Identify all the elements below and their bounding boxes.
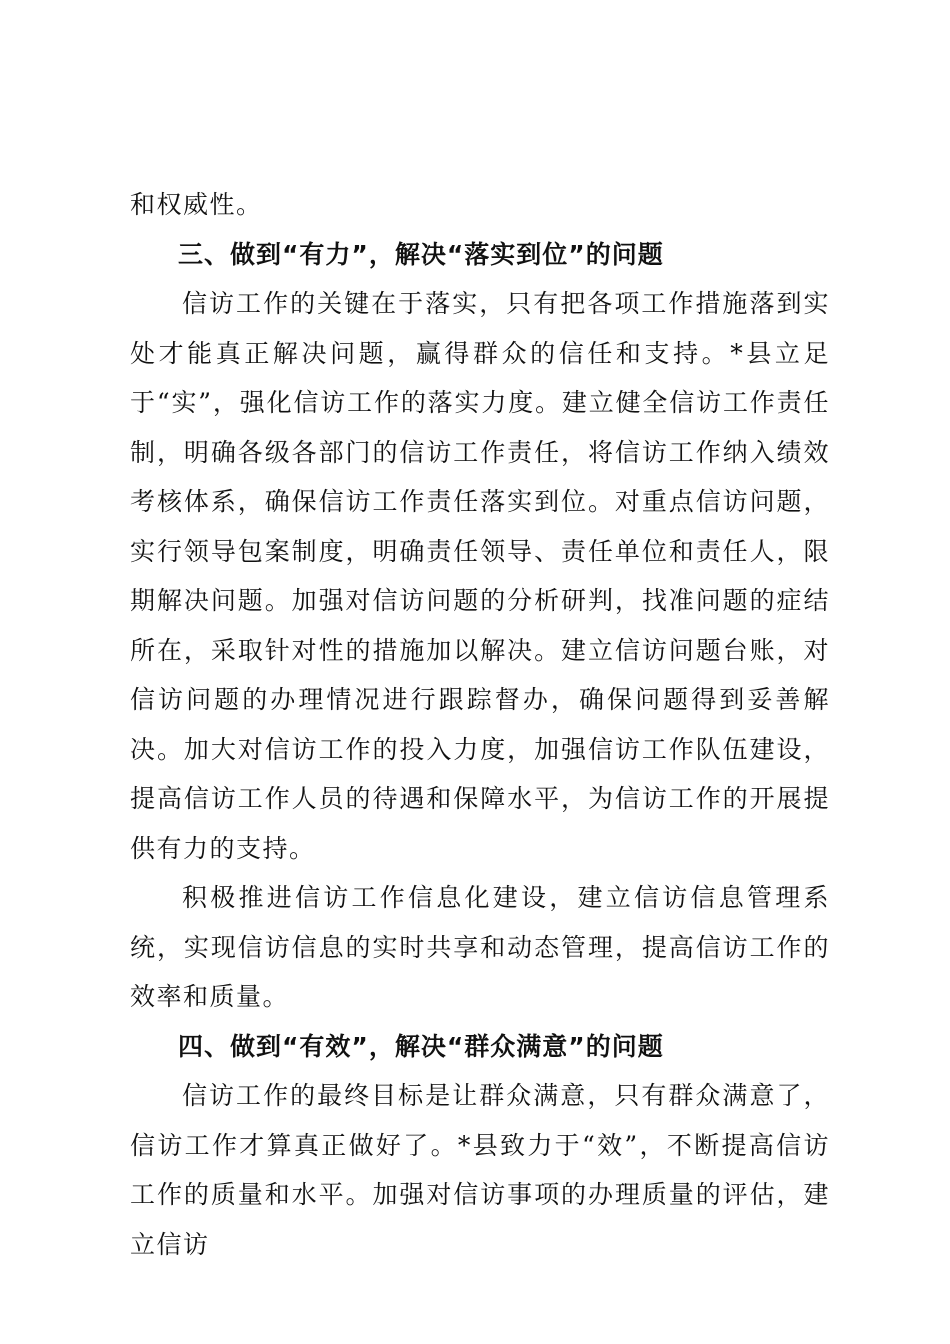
- paragraph-implementation: 信访工作的关键在于落实，只有把各项工作措施落到实处才能真正解决问题，赢得群众的信任和支持。*县立足于“实”，强化信访工作的落实力度。建立健全信访工作责任制，明确各级各部门的信访工作责任，将信访工作纳入绩效考核体系，确保信访工作责任落实到位。对重点信访问题，实行领导包案制度，明确责任领导、责任单位和责任人，限期解决问题。加强对信访问题的分析研判，找准问题的症结所在，采取针对性的措施加以解决。建立信访问题台账，对信访问题的办理情况进行跟踪督办，确保问题得到妥善解决。加大对信访工作的投入力度，加强信访工作队伍建设，提高信访工作人员的待遇和保障水平，为信访工作的开展提供有力的支持。: [130, 289, 830, 863]
- paragraph-satisfaction: 信访工作的最终目标是让群众满意，只有群众满意了，信访工作才算真正做好了。*县致力于“效”，不断提高信访工作的质量和水平。加强对信访事项的办理质量的评估，建立信访: [130, 1081, 830, 1259]
- document-body: [130, 180, 830, 1269]
- paragraph-continuation: 和权威性。: [130, 190, 263, 219]
- section-heading-four: 四、做到“有效”，解决“群众满意”的问题: [178, 1031, 664, 1061]
- section-heading-three: 三、做到“有力”，解决“落实到位”的问题: [178, 239, 664, 269]
- paragraph-informatization: 积极推进信访工作信息化建设，建立信访信息管理系统，实现信访信息的实时共享和动态管理，提高信访工作的效率和质量。: [130, 883, 830, 1011]
